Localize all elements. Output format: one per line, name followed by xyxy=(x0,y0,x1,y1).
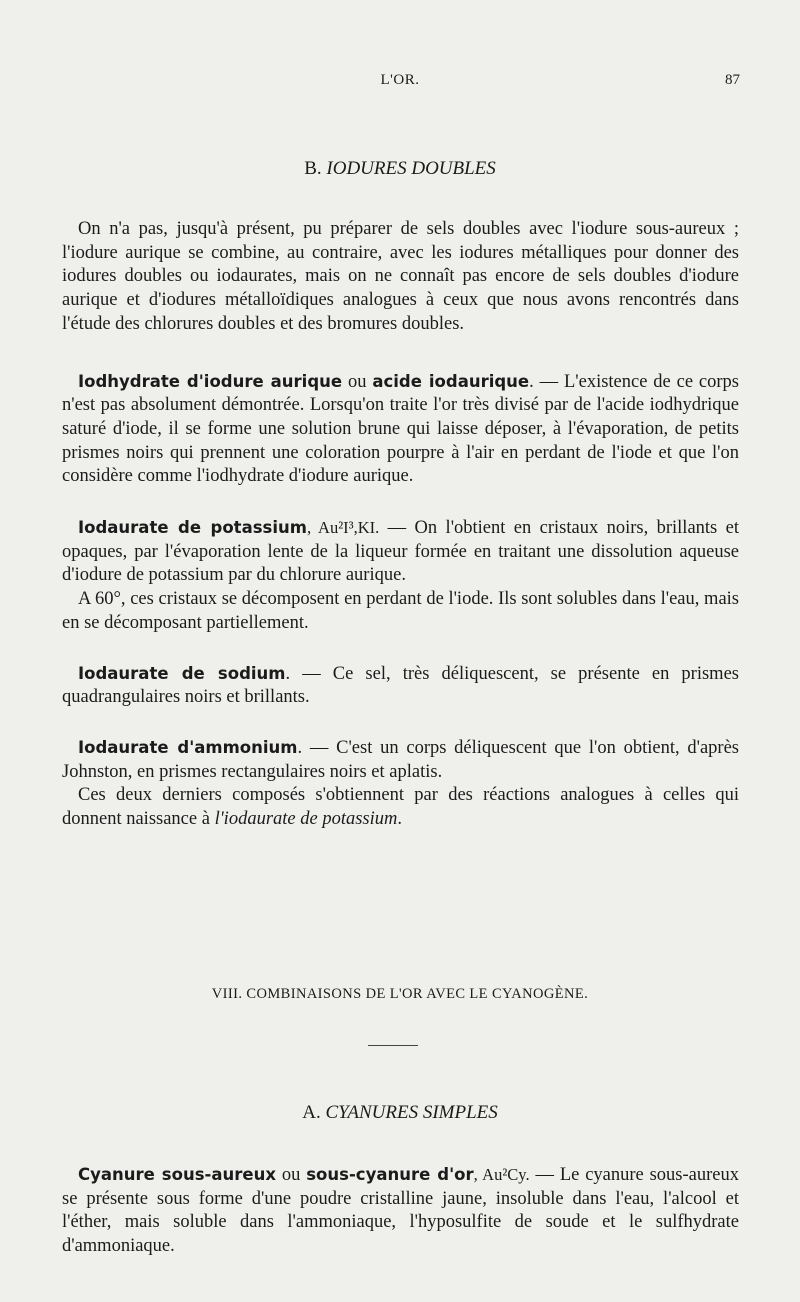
paragraph-iodaurate-sodium xyxy=(62,662,739,710)
note-text: Ces deux derniers composés s'obtiennent par des réactions analogues à celles qui donnent naissance à xyxy=(62,785,739,830)
section-letter: A. xyxy=(302,1102,321,1123)
term-acide-iodaurique: acide iodaurique xyxy=(372,371,530,391)
term-iodaurate-sodium: Iodaurate de sodium xyxy=(78,663,286,683)
paragraph-text: . — L'existence de ce corps n'est pas absolument démontrée. Lorsqu'on traite l'or très divisé par de l'acide iodhydrique saturé d'iode, il se forme une solution brune qui laisse déposer, à l'évaporation, de petits prismes noirs qui prennent une coloration pourpre à l'air en perdant de l'iode et que l'on considère comme l'iodhydrate d'iodure aurique. xyxy=(62,371,739,487)
section-letter: B. xyxy=(304,158,322,179)
connector: ou xyxy=(342,371,373,392)
chapter-title: COMBINAISONS DE L'OR AVEC LE CYANOGÈNE. xyxy=(246,986,589,1002)
cyanure-body xyxy=(62,1163,739,1259)
paragraph-cyanure-sous-aureux xyxy=(62,1163,739,1259)
paragraph-text: — Le cyanure sous-aureux se présente sous forme d'une poudre cristalline jaune, insoluble dans l'eau, l'alcool et l'éther, mais soluble dans l'ammoniaque, l'hyposulfite de soude et le sulfhydrate d'ammoniaque. xyxy=(62,1165,740,1257)
formula: , Au²I³,KI. xyxy=(306,518,380,538)
chapter-heading xyxy=(0,986,800,1003)
paragraph-text: — On l'obtient en cristaux noirs, brillants et opaques, par l'évaporation lente de la liqueur formée en traitant une dissolution aqueuse d'iodure de potassium par du chlorure aurique. xyxy=(62,518,739,586)
section-title: IODURES DOUBLES xyxy=(326,158,496,179)
intro-paragraph: On n'a pas, jusqu'à présent, pu préparer de sels doubles avec l'iodure sous-aureux ; l'iodure aurique se combine, au contraire, avec les iodures métalliques pour donner des iodures doubles ou iodaurates, mais on ne connaît pas encore de sels doubles d'iodure aurique et d'iodures métalloïdiques analogues à ceux que nous avons rencontrés dans l'étude des chlorures doubles et des bromures doubles. xyxy=(62,219,739,334)
section-heading-cyanures-simples xyxy=(0,1102,800,1124)
term-iodhydrate: Iodhydrate d'iodure aurique xyxy=(78,371,343,391)
term-iodaurate-potassium: Iodaurate de potassium xyxy=(78,518,307,538)
paragraph-iodaurate-potassium xyxy=(62,516,739,588)
paragraph-iodaurate-ammonium xyxy=(62,736,739,784)
note-italic: l'iodaurate de potassium xyxy=(214,809,398,830)
paragraph-iodhydrate xyxy=(62,370,739,490)
paragraph-text: . — C'est un corps déliquescent que l'on obtient, d'après Johnston, en prismes rectangulaires noirs et aplatis. xyxy=(62,737,739,782)
running-title: L'OR. xyxy=(380,72,420,88)
page-number: 87 xyxy=(725,72,740,88)
formula: , Au²Cy. xyxy=(473,1165,530,1184)
section-heading-iodures-doubles xyxy=(0,158,800,180)
note-end: . xyxy=(397,809,402,830)
term-iodaurate-ammonium: Iodaurate d'ammonium xyxy=(78,737,298,757)
section-body xyxy=(62,218,739,832)
paragraph-text: . — Ce sel, très déliquescent, se présente en prismes quadrangulaires noirs et brillants. xyxy=(62,663,739,708)
term-sous-cyanure-or: sous-cyanure d'or xyxy=(306,1165,474,1184)
section-title: CYANURES SIMPLES xyxy=(325,1102,498,1123)
running-header xyxy=(0,72,800,96)
chapter-number: VIII. xyxy=(211,986,243,1002)
term-cyanure-sous-aureux: Cyanure sous-aureux xyxy=(78,1165,276,1184)
paragraph-ammonium-note xyxy=(62,784,739,831)
connector: ou xyxy=(275,1165,307,1185)
separator-rule xyxy=(368,1045,418,1046)
paragraph-potassium-note: A 60°, ces cristaux se décomposent en perdant de l'iode. Ils sont solubles dans l'eau, mais en se décomposant partiellement. xyxy=(62,589,739,633)
